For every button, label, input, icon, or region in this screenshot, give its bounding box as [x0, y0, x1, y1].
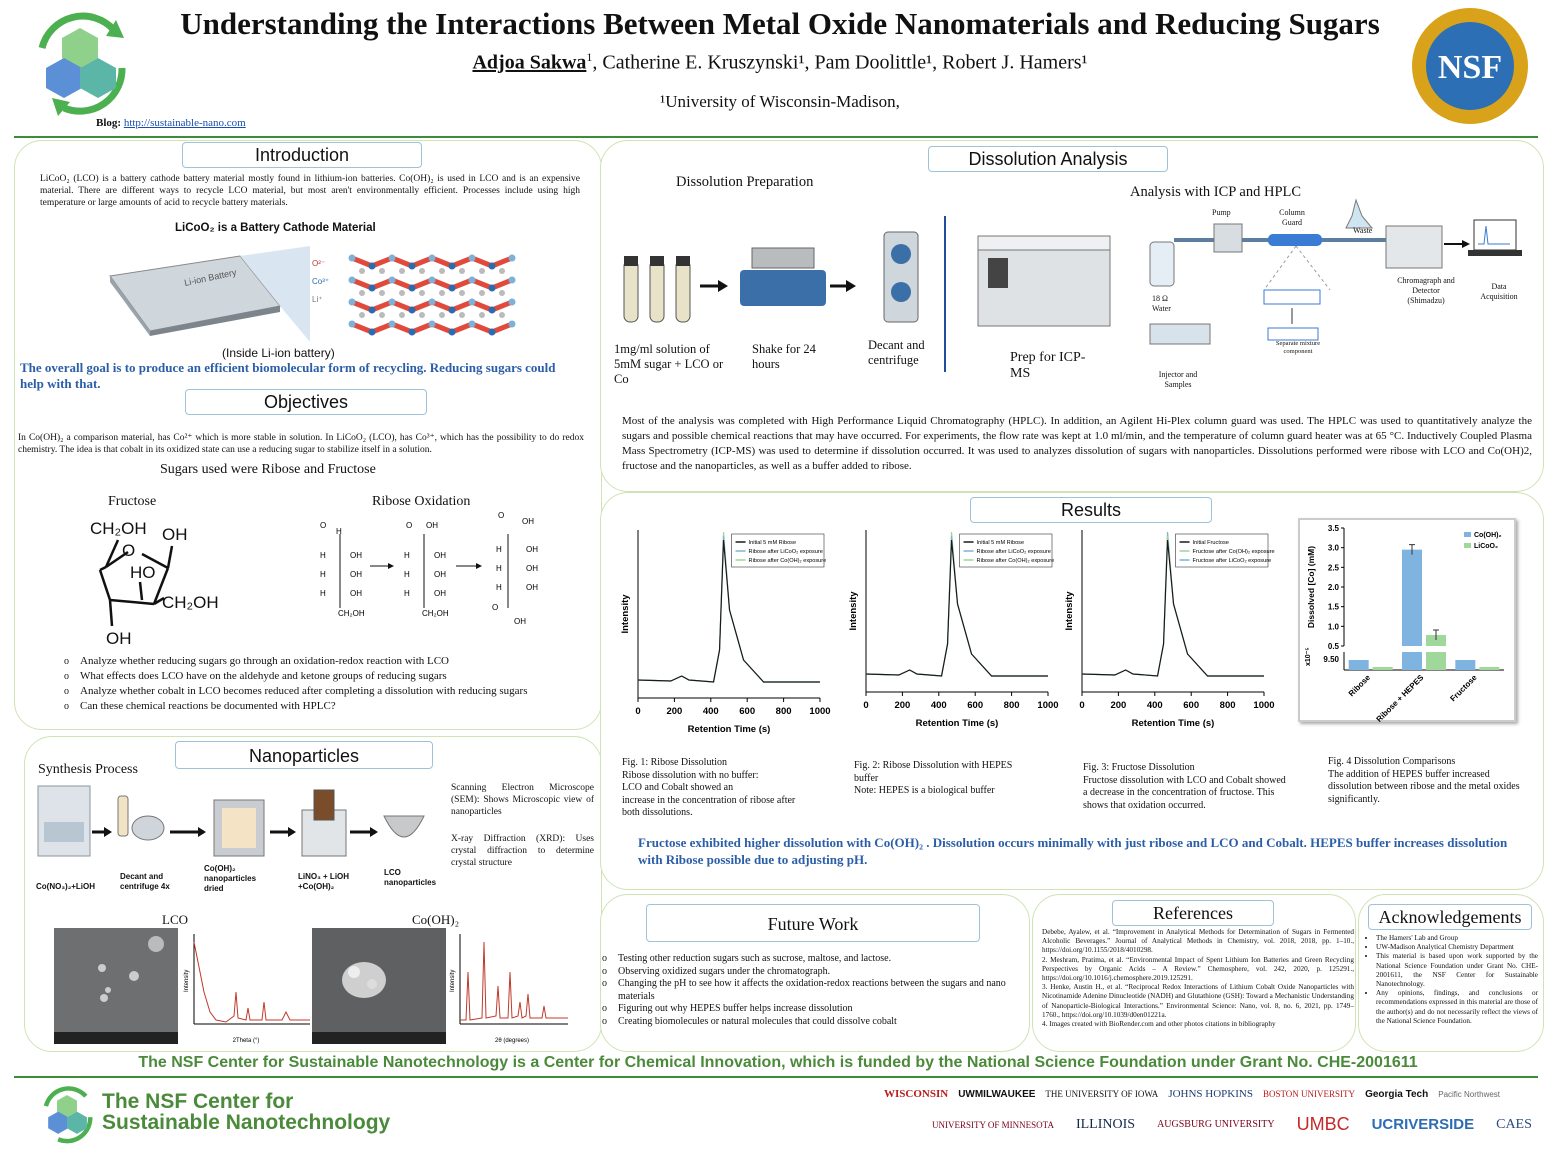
logo-iowa: THE UNIVERSITY OF IOWA: [1045, 1089, 1159, 1099]
hplc-separate-label: Separate mixture component: [1275, 340, 1321, 355]
objectives-text: In Co(OH)₂ a comparison material, has Co²⁺ which is more stable in solution. In LiCoO₂ (LCO), has Co³⁺, which has the possibility to do redox chemistry. The idea is that cobalt in its oxidized state can use a reducing sugar to stabilize itself in a solution.: [18, 433, 584, 455]
bar-lower: [1402, 652, 1422, 670]
lattice-atom: [469, 299, 476, 306]
nanoparticles-title: Nanoparticles: [175, 741, 433, 769]
results-title: Results: [970, 497, 1212, 523]
lithium-ion: [359, 290, 365, 296]
ribose-atom: OH: [514, 617, 526, 626]
chart-fructose-dissolution: [1056, 524, 1274, 734]
blog-link[interactable]: http://sustainable-nano.com: [123, 117, 246, 129]
dissolution-text: Most of the analysis was completed with High Performance Liquid Chromatography (HPLC). In addition, an Agilent Hi-Plex column guard was used. The HPLC was used to quantitatively analyze the sugars and possible chemical reactions that may have occurred. For experiments, the flow rate was kept at 1.0 ml/min, and the temperature of column guard heater was at 65 °C. Inductively Coupled Plasma Mass Spectrometry (ICP-MS) was used to determine if dissolution occurred. It was used to analyzes dissolution of sugars with nanoparticles. Dissolutions performed were ribose with LCO and Co(OH)2, fructose and the nanoparticles, as well as a buffer added to ribose.: [622, 415, 1532, 472]
ribose-atom: O: [498, 511, 505, 520]
x-tick-label: 200: [894, 700, 911, 711]
coh-xrd-plot: [452, 932, 568, 1044]
ribose-atom: OH: [526, 564, 538, 573]
lithium-ion: [479, 290, 485, 296]
x-tick-label: 400: [702, 706, 719, 717]
lattice-atom: [429, 277, 436, 284]
x-tick-label: 1000: [1253, 700, 1275, 711]
lattice-atom: [449, 307, 456, 314]
ribose-atom: H: [404, 589, 410, 598]
synthesis-flow: [34, 782, 444, 862]
synthesis-heading: Synthesis Process: [38, 762, 138, 777]
legend-label: Fructose after LiCoO₂ exposure: [1192, 558, 1272, 564]
lithium-ion: [499, 312, 505, 318]
y-tick-label: 3.5: [1327, 524, 1339, 533]
ribose-atom: H: [336, 527, 342, 536]
intro-text: LiCoO₂ (LCO) is a battery cathode battery material mostly found in lithium-ion batteries. Co(OH)₂ is used in LCO and is an expensive material. There are different ways to recycle LCO material, but most aren't environmentally efficient. Processes include using high temperature or large amounts of acid to recycle battery materials.: [40, 174, 580, 208]
lithium-ion: [459, 290, 465, 296]
partner-logos-row-2: [932, 1114, 1532, 1135]
ack-item: • This material is based upon work supported by the National Science Foundation under Grant No. CHE-2001611, the NSF Center for Sustainable Nanotechnology.: [1376, 952, 1538, 989]
future-item: o Changing the pH to see how it affects the oxidation-redox reactions between the sugars and nano materials: [600, 978, 1030, 1003]
dissolution-title: Dissolution Analysis: [928, 146, 1168, 172]
partner-logos-row-1: [884, 1088, 1524, 1100]
coh-image-label: Co(OH)₂: [412, 912, 460, 927]
lattice-atom: [509, 321, 516, 328]
sugars-heading: Sugars used were Ribose and Fructose: [160, 462, 376, 477]
lattice-atom: [429, 255, 436, 262]
legend-label: Initial Fructose: [1192, 540, 1229, 546]
ribose-atom: H: [320, 551, 326, 560]
author-sup: 1: [586, 50, 593, 64]
lithium-ion: [379, 268, 385, 274]
coh-xrd-ylabel: Intensity: [450, 969, 456, 992]
logo-bu: BOSTON UNIVERSITY: [1262, 1089, 1356, 1099]
lattice-atom: [369, 329, 376, 336]
ribose-atom: OH: [434, 551, 446, 560]
y-axis-label: Intensity: [848, 591, 859, 631]
lithium-ion: [359, 312, 365, 318]
objective-item: o What effects does LCO have on the aldehyde and ketone groups of reducing sugars: [62, 669, 592, 684]
ribose-atom: H: [404, 551, 410, 560]
lattice-atom: [349, 255, 356, 262]
ribose-label: Ribose Oxidation: [372, 494, 471, 509]
x-axis-label: Retention Time (s): [687, 724, 771, 735]
logo-illinois: ILLINOIS: [1075, 1116, 1136, 1132]
fructose-group-3: O: [122, 541, 136, 560]
sem-description: Scanning Electron Microscope (SEM): Shows Microscopic view of nanoparticles: [451, 783, 594, 817]
lattice-atom: [389, 321, 396, 328]
hplc-diagram: [1140, 200, 1530, 390]
ribose-atom: OH: [350, 551, 362, 560]
prep-step-3: Decant and centrifuge: [868, 338, 925, 367]
objective-item: o Analyze whether reducing sugars go through an oxidation-redox reaction with LCO: [62, 654, 592, 669]
lithium-ion: [499, 268, 505, 274]
lattice-atom: [429, 321, 436, 328]
lithium-ion: [379, 290, 385, 296]
x-tick-label: 0: [635, 706, 641, 717]
logo-ucr: UCRIVERSIDE: [1371, 1116, 1475, 1133]
prep-flow: [612, 220, 942, 330]
reaction-arrowhead: [388, 563, 394, 569]
lco-xrd-xlabel: 2Theta (°): [232, 1038, 260, 1044]
future-item: o Testing other reduction sugars such as sucrose, maltose, and lactose.: [600, 953, 1030, 966]
logo-caes: CAES: [1496, 1116, 1532, 1132]
ribose-atom: H: [404, 570, 410, 579]
hplc-injector-label: Injector and Samples: [1158, 370, 1198, 389]
blog-label: Blog:: [96, 117, 122, 129]
hplc-column-label: Column Guard: [1279, 208, 1305, 227]
synthesis-step-5: LCO nanoparticles: [384, 868, 437, 887]
battery-label: Li-ion Battery: [183, 267, 238, 288]
lattice-atom: [409, 329, 416, 336]
bar: [1373, 667, 1393, 670]
ribose-atom: OH: [522, 517, 534, 526]
logo-gatech: Georgia Tech: [1365, 1088, 1429, 1100]
reaction-arrowhead: [476, 563, 482, 569]
fructose-structure: [80, 512, 250, 652]
csn-logo: [24, 8, 136, 120]
references-text: Debebe, Ayalew, et al. “Improvement in Analytical Methods for Determination of Sugars in Fermented Alcoholic Beverages.” Journal of Analytical Methods in Chemistry, vol. 2018, 2018, pp. 1–10., https://doi.org/10.1155/2018/4010298. 2. Meshram, Pratima, et al. “Environmental Impact of Spent Lithium Ion Batteries and Green Recycling Perspectives by Organic Acids – A Review.” Chemosphere, vol. 242, 2020, p. 125291., https://doi.org/10.1016/j.chemosphere.2019.125291. 3. Henke, Austin H., et al. “Reciprocal Redox Interactions of Lithium Cobalt Oxide Nanoparticles with Nicotinamide Adenine Dinucleotide (NADH) and Glutathione (GSH): Toward a Mechanistic Understanding of Nanoparticle-Biological Interactions.” Environmental Science: Nano, vol. 8, no. 6, 2021, pp. 1749–1760., https://doi.org/10.1039/d0en01221a. 4. Images created with BioRender.com and other photos citations in bibliography: [1042, 928, 1354, 1029]
x-tick-label: 1000: [809, 706, 831, 717]
lithium-ion: [399, 312, 405, 318]
chart-ribose-hepes: [840, 524, 1058, 734]
lco-xrd-plot: [186, 932, 310, 1044]
x-tick-label: 200: [666, 706, 683, 717]
x-tick-label: 0: [863, 700, 869, 711]
lattice-atom: [389, 299, 396, 306]
lithium-ion: [359, 268, 365, 274]
lattice-atom: [449, 285, 456, 292]
ribose-atom: H: [320, 589, 326, 598]
lco-xrd-ylabel: Intensity: [184, 969, 190, 992]
ribose-atom: OH: [434, 589, 446, 598]
chart-ribose-dissolution: [612, 524, 830, 740]
synthesis-step-4: LiNO₃ + LiOH +Co(OH)₂: [298, 872, 350, 891]
ribose-atom: OH: [350, 570, 362, 579]
y-tick-label: 0.5: [1327, 642, 1339, 651]
lithium-ion: [439, 268, 445, 274]
y-tick-label: 3.0: [1327, 543, 1339, 553]
y-tick-label: 2.5: [1327, 563, 1339, 573]
lithium-ion: [399, 268, 405, 274]
lattice-atom: [409, 263, 416, 270]
bar-upper: [1402, 550, 1422, 646]
category-label: Ribose + HEPES: [1374, 673, 1426, 724]
lithium-ion: [479, 268, 485, 274]
lattice-atom: [509, 299, 516, 306]
break-scale-label: x10⁻⁵: [1305, 647, 1312, 666]
fructose-label: Fructose: [108, 494, 157, 509]
lattice-atom: [449, 329, 456, 336]
references-title: References: [1112, 900, 1274, 926]
poster-title: Understanding the Interactions Between Metal Oxide Nanomaterials and Reducing Sugars: [180, 6, 1380, 41]
ribose-atom: H: [496, 545, 502, 554]
ribose-atom: OH: [526, 583, 538, 592]
lattice-atom: [369, 285, 376, 292]
lattice-atom: [349, 277, 356, 284]
fructose-group-2: OH: [162, 525, 188, 544]
future-item: o Creating biomolecules or natural molecules that could dissolve cobalt: [600, 1016, 1030, 1029]
legend-label: LiCoO₂: [1474, 543, 1499, 550]
lattice-atom: [469, 255, 476, 262]
objectives-title: Objectives: [185, 389, 427, 415]
ribose-atom: H: [496, 583, 502, 592]
presenting-author: Adjoa Sakwa: [472, 51, 587, 74]
y-axis-label: Intensity: [620, 594, 631, 634]
acknowledgements-title: Acknowledgements: [1368, 904, 1532, 930]
prep-step-1: 1mg/ml solution of 5mM sugar + LCO or Co: [614, 342, 724, 386]
ribose-atom: CH₂OH: [338, 609, 365, 618]
co-authors: , Catherine E. Kruszynski¹, Pam Doolittle¹, Robert J. Hamers¹: [592, 51, 1088, 74]
ribose-atom: OH: [434, 570, 446, 579]
legend-label: Ribose after Co(OH)₂ exposure: [976, 558, 1055, 564]
x-tick-label: 600: [739, 706, 756, 717]
y-tick-label-lower: 9.50: [1323, 655, 1339, 664]
footer-center-name-2: Sustainable Nanotechnology: [102, 1111, 391, 1134]
lithium-ion: [379, 312, 385, 318]
legend-label: Initial 5 mM Ribose: [748, 540, 797, 546]
logo-minnesota: UNIVERSITY OF MINNESOTA: [932, 1119, 1054, 1130]
footer-rule: [14, 1076, 1538, 1078]
lattice-atom: [369, 263, 376, 270]
ack-item: • UW-Madison Analytical Chemistry Department: [1376, 943, 1538, 952]
hplc-data-label: Data Acquisition: [1480, 282, 1518, 301]
ion-label-co: Co³⁺: [312, 277, 330, 286]
lattice-atom: [369, 307, 376, 314]
fig4-caption: Fig. 4 Dissolution Comparisons The addition of HEPES buffer increased dissolution between ribose and the metal oxides significantly.: [1328, 756, 1520, 805]
nsf-logo: [1410, 6, 1530, 126]
logo-jhu: JOHNS HOPKINS: [1168, 1088, 1253, 1100]
lco-figure-caption: (Inside Li-ion battery): [222, 346, 335, 360]
hplc-pump-label: Pump: [1212, 208, 1231, 217]
fructose-group-4: HO: [130, 563, 156, 582]
ribose-atom: OH: [526, 545, 538, 554]
y-tick-label: 1.5: [1327, 602, 1339, 612]
fig2-caption: Fig. 2: Ribose Dissolution with HEPES buffer Note: HEPES is a biological buffer: [854, 760, 1013, 796]
fructose-group-1: CH₂OH: [90, 519, 147, 538]
battery-figure: [90, 236, 530, 348]
prep-heading: Dissolution Preparation: [676, 174, 814, 190]
fig1-caption: Fig. 1: Ribose Dissolution Ribose dissolution with no buffer: LCO and Cobalt showed an increase in the concentration of ribose after both dissolutions.: [622, 757, 796, 818]
future-item: o Observing oxidized sugars under the chromatograph.: [600, 966, 1030, 979]
lithium-ion: [439, 312, 445, 318]
lattice-atom: [509, 255, 516, 262]
lattice-atom: [449, 263, 456, 270]
lattice-atom: [509, 277, 516, 284]
lithium-ion: [499, 290, 505, 296]
hplc-waste-label: Waste: [1353, 226, 1373, 235]
bar: [1455, 660, 1475, 670]
legend-label: Ribose after Co(OH)₂ exposure: [748, 558, 827, 564]
lattice-atom: [349, 299, 356, 306]
future-work-list: [600, 953, 1030, 1028]
chart-dissolution-comparison: [1298, 518, 1516, 722]
x-tick-label: 800: [1219, 700, 1236, 711]
y-tick-label: 1.0: [1327, 622, 1339, 632]
x-axis-label: Retention Time (s): [915, 718, 999, 729]
header-rule: [14, 136, 1538, 138]
lattice-atom: [489, 285, 496, 292]
lithium-ion: [459, 312, 465, 318]
synthesis-step-3: Co(OH)₂ nanoparticles dried: [204, 864, 257, 893]
future-item: o Figuring out why HEPES buffer helps increase dissolution: [600, 1003, 1030, 1016]
bar-lower: [1426, 652, 1446, 670]
ion-label-o: O²⁻: [312, 259, 326, 268]
lithium-ion: [439, 290, 445, 296]
blog-line: [96, 117, 246, 129]
fructose-group-5: CH₂OH: [162, 593, 219, 612]
legend-label: Fructose after Co(OH)₂ exposure: [1192, 549, 1275, 555]
logo-umbc: UMBC: [1296, 1114, 1350, 1134]
ack-item: • The Hamers' Lab and Group: [1376, 934, 1538, 943]
lithium-ion: [419, 312, 425, 318]
ack-item: • Any opinions, findings, and conclusions or recommendations expressed in this material are those of the author(s) and do not necessarily reflect the views of the National Science Foundation.: [1376, 989, 1538, 1026]
ribose-atom: H: [496, 564, 502, 573]
lithium-ion: [419, 290, 425, 296]
analysis-heading: Analysis with ICP and HPLC: [1130, 184, 1302, 200]
lattice-atom: [349, 321, 356, 328]
fig3-caption: Fig. 3: Fructose Dissolution Fructose dissolution with LCO and Cobalt showed a decrease in the concentration of fructose. This shows that oxidation occurred.: [1083, 762, 1286, 811]
logo-uwm: UWMILWAUKEE: [958, 1088, 1036, 1100]
category-label: Ribose: [1346, 673, 1373, 699]
x-tick-label: 600: [967, 700, 984, 711]
y-axis-label: Dissolved [Co] (mM): [1306, 545, 1316, 629]
future-work-title: Future Work: [646, 904, 980, 942]
lattice-atom: [389, 255, 396, 262]
lattice-atom: [489, 329, 496, 336]
acknowledgements-list: [1366, 934, 1538, 1026]
ribose-atom: H: [320, 570, 326, 579]
logo-wisconsin: WISCONSIN: [884, 1088, 949, 1100]
x-tick-label: 600: [1183, 700, 1200, 711]
x-tick-label: 0: [1079, 700, 1085, 711]
objective-item: o Can these chemical reactions be documented with HPLC?: [62, 699, 592, 714]
coh-xrd-xlabel: 2θ (degrees): [494, 1038, 530, 1044]
funding-statement: The NSF Center for Sustainable Nanotechnology is a Center for Chemical Innovation, which is funded by the National Science Foundation under Grant No. CHE-2001611: [138, 1054, 1418, 1071]
lattice-atom: [409, 285, 416, 292]
y-axis-label: Intensity: [1064, 591, 1075, 631]
lco-image-label: LCO: [162, 912, 188, 927]
section-divider: [944, 216, 946, 372]
results-summary: Fructose exhibited higher dissolution with Co(OH)₂ . Dissolution occurs minimally with just ribose and LCO and Cobalt. HEPES buffer increases dissolution with Ribose possible due to adjusting pH.: [638, 835, 1508, 867]
lattice-atom: [489, 263, 496, 270]
ribose-atom: CH₂OH: [422, 609, 449, 618]
synthesis-step-1: Co(NO₃)₂+LiOH: [36, 882, 96, 891]
fructose-group-6: OH: [106, 629, 132, 648]
lattice-atom: [409, 307, 416, 314]
hplc-detector-label: Chromagraph and Detector (Shimadzu): [1397, 276, 1455, 305]
lattice-atom: [469, 277, 476, 284]
nsf-logo-text: NSF: [1437, 49, 1503, 86]
lithium-ion: [419, 268, 425, 274]
x-tick-label: 400: [1146, 700, 1163, 711]
objective-item: o Analyze whether cobalt in LCO becomes reduced after completing a dissolution with reducing sugars: [62, 684, 592, 699]
category-label: Fructose: [1448, 673, 1479, 704]
footer-csn-logo: [36, 1084, 98, 1146]
lattice-atom: [469, 321, 476, 328]
ion-label-li: Li⁺: [312, 295, 323, 304]
legend-label: Ribose after LiCoO₂ exposure: [748, 549, 823, 555]
x-tick-label: 200: [1110, 700, 1127, 711]
legend-label: Ribose after LiCoO₂ exposure: [976, 549, 1051, 555]
ribose-atom: OH: [426, 521, 438, 530]
coh-sem-image: [312, 928, 446, 1044]
xrd-description: X-ray Diffraction (XRD): Uses crystal diffraction to determine crystal structure: [451, 834, 594, 868]
ribose-oxidation-structure: [310, 512, 580, 624]
x-tick-label: 400: [930, 700, 947, 711]
legend-label: Initial 5 mM Ribose: [976, 540, 1025, 546]
ribose-atom: O: [406, 521, 413, 530]
logo-pnnl: Pacific Northwest: [1438, 1089, 1501, 1099]
icp-instrument: [974, 232, 1114, 328]
lattice-atom: [429, 299, 436, 306]
legend-swatch: [1464, 532, 1471, 537]
x-tick-label: 1000: [1037, 700, 1059, 711]
goal-statement: The overall goal is to produce an efficient biomolecular form of recycling. Reducing sugars could help with that.: [20, 360, 556, 391]
bar: [1349, 660, 1369, 670]
hplc-water-label: 18 Ω Water: [1152, 294, 1171, 313]
objectives-list: [62, 654, 592, 714]
author-line: [150, 50, 1410, 75]
lco-figure-title: LiCoO₂ is a Battery Cathode Material: [175, 222, 376, 234]
ribose-atom: O: [320, 521, 327, 530]
synthesis-step-2: Decant and centrifuge 4x: [120, 872, 170, 891]
logo-augsburg: AUGSBURG UNIVERSITY: [1157, 1119, 1275, 1130]
x-axis-label: Retention Time (s): [1131, 718, 1215, 729]
intro-title: Introduction: [182, 142, 422, 168]
icp-label: Prep for ICP-MS: [1010, 350, 1086, 381]
bar: [1479, 667, 1499, 670]
legend-swatch: [1464, 543, 1471, 548]
lco-sem-image: [54, 928, 178, 1044]
legend-label: Co(OH)₂: [1474, 532, 1502, 539]
ribose-atom: O: [492, 603, 499, 612]
lithium-ion: [479, 312, 485, 318]
lithium-ion: [459, 268, 465, 274]
lattice-atom: [389, 277, 396, 284]
x-tick-label: 800: [775, 706, 792, 717]
x-tick-label: 800: [1003, 700, 1020, 711]
lattice-atom: [489, 307, 496, 314]
ribose-atom: OH: [350, 589, 362, 598]
footer-center-name-1: The NSF Center for: [102, 1090, 294, 1113]
lithium-ion: [399, 290, 405, 296]
prep-step-2: Shake for 24 hours: [752, 342, 816, 371]
affiliation: ¹University of Wisconsin-Madison,: [660, 92, 900, 111]
y-tick-label: 2.0: [1327, 583, 1339, 592]
